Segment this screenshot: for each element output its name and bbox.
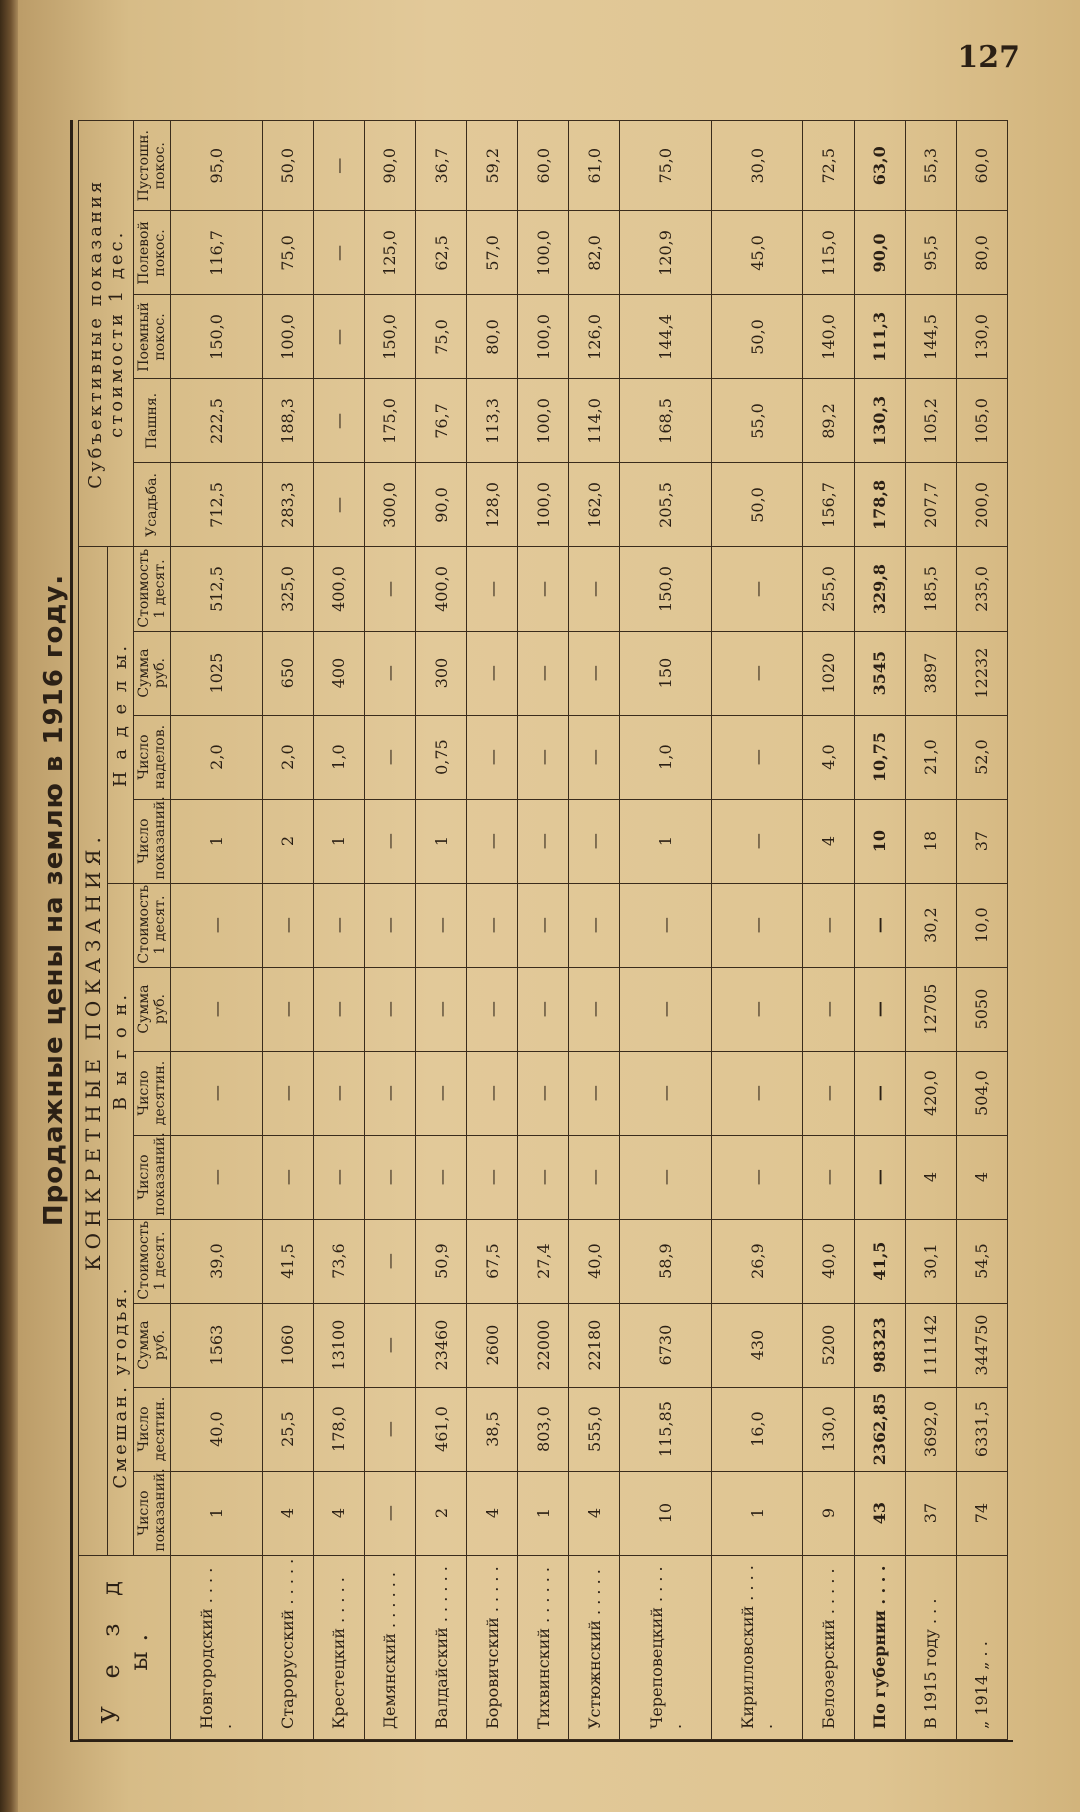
table-cell: — (364, 715, 415, 799)
table-cell: 22180 (569, 1303, 620, 1387)
table-cell: 59,2 (467, 121, 518, 211)
table-cell: — (711, 967, 803, 1051)
table-cell: — (620, 883, 712, 967)
table-cell: 75,0 (620, 121, 712, 211)
table-cell: 89,2 (803, 379, 854, 463)
table-cell: 54,5 (956, 1219, 1007, 1303)
table-cell: 125,0 (364, 211, 415, 295)
table-cell: — (518, 1051, 569, 1135)
page-title-vertical (34, 40, 74, 1760)
table-cell: 105,0 (956, 379, 1007, 463)
table-cell: 175,0 (364, 379, 415, 463)
table-cell: — (854, 967, 905, 1051)
table-cell: — (364, 1303, 415, 1387)
table-cell: — (803, 883, 854, 967)
table-cell: 803,0 (518, 1387, 569, 1471)
table-cell: 30,2 (905, 883, 956, 967)
table-cell: 100,0 (518, 211, 569, 295)
table-cell: 344750 (956, 1303, 1007, 1387)
table-cell: — (467, 799, 518, 883)
table-cell: — (518, 883, 569, 967)
table-cell: 26,9 (711, 1219, 803, 1303)
table-cell: 113,3 (467, 379, 518, 463)
table-row (956, 121, 1007, 1740)
table-cell: — (711, 1135, 803, 1219)
table-cell: — (620, 1051, 712, 1135)
table-cell: — (313, 1135, 364, 1219)
table-cell: 12705 (905, 967, 956, 1051)
table-cell: 58,9 (620, 1219, 712, 1303)
uezd-name: Валдайский . . . . . . (416, 1555, 467, 1739)
table-cell: 40,0 (803, 1219, 854, 1303)
table-cell: 76,7 (416, 379, 467, 463)
uezd-name: Устюжнский . . . . . (569, 1555, 620, 1739)
table-cell: 329,8 (854, 547, 905, 631)
table-cell: — (854, 1135, 905, 1219)
table-cell: 300 (416, 631, 467, 715)
table-cell: 37 (905, 1471, 956, 1555)
table-cell: — (313, 295, 364, 379)
table-cell: 400,0 (313, 547, 364, 631)
table-cell: 1,0 (620, 715, 712, 799)
table-cell: 43 (854, 1471, 905, 1555)
table-row (518, 121, 569, 1740)
col-area: Число десятин. (134, 1051, 171, 1135)
subgroup-pasture: В ы г о н. (108, 883, 134, 1219)
table-cell: — (262, 1135, 313, 1219)
table-cell: — (467, 1051, 518, 1135)
table-cell: — (313, 211, 364, 295)
col-usadba: Усадьба. (134, 463, 171, 547)
table-cell: 400,0 (416, 547, 467, 631)
table-cell: 73,6 (313, 1219, 364, 1303)
table-cell: 18 (905, 799, 956, 883)
table-cell: 4 (956, 1135, 1007, 1219)
table-cell: 111142 (905, 1303, 956, 1387)
table-cell: 178,0 (313, 1387, 364, 1471)
table-row (262, 121, 313, 1740)
table-cell: — (364, 1219, 415, 1303)
table-cell: — (569, 631, 620, 715)
table-cell: 1 (620, 799, 712, 883)
table-cell: 300,0 (364, 463, 415, 547)
col-count: Число показаний. (134, 799, 171, 883)
table-cell: 55,0 (711, 379, 803, 463)
table-cell: — (364, 799, 415, 883)
table-cell: 188,3 (262, 379, 313, 463)
uezd-name: По губернии . . . . (854, 1555, 905, 1739)
header-row-groups (79, 121, 108, 1740)
subjective-group-header: Субъективные показания стоимости 1 дес. (79, 121, 134, 547)
table-cell: 1 (711, 1471, 803, 1555)
table-cell: — (854, 1051, 905, 1135)
table-cell: 116,7 (171, 211, 263, 295)
table-cell: 50,9 (416, 1219, 467, 1303)
subgroup-mixed-lands: Смешан. угодья. (108, 1219, 134, 1555)
table-cell: 27,4 (518, 1219, 569, 1303)
table-cell: — (171, 883, 263, 967)
table-cell: — (467, 715, 518, 799)
table-cell: 10,75 (854, 715, 905, 799)
table-cell: 1563 (171, 1303, 263, 1387)
table-cell: 37 (956, 799, 1007, 883)
table-cell: — (364, 1135, 415, 1219)
table-cell: — (803, 1135, 854, 1219)
table-cell: 222,5 (171, 379, 263, 463)
table-row (416, 121, 467, 1740)
land-prices-table-rotated (78, 120, 1008, 1740)
table-cell: 144,5 (905, 295, 956, 379)
uezd-name: Череповецкий . . . . . (620, 1555, 712, 1739)
col-count: Число показаний. (134, 1135, 171, 1219)
table-cell: 90,0 (364, 121, 415, 211)
table-cell: 16,0 (711, 1387, 803, 1471)
table-cell: 100,0 (518, 463, 569, 547)
table-cell: 13100 (313, 1303, 364, 1387)
table-cell: 504,0 (956, 1051, 1007, 1135)
table-cell: 512,5 (171, 547, 263, 631)
uezd-name: Тихвинский . . . . . . (518, 1555, 569, 1739)
table-cell: — (467, 1135, 518, 1219)
table-cell: 12232 (956, 631, 1007, 715)
table-cell: 3692,0 (905, 1387, 956, 1471)
col-area: Число десятин. (134, 1387, 171, 1471)
table-cell: 114,0 (569, 379, 620, 463)
table-cell: 38,5 (467, 1387, 518, 1471)
table-cell: — (569, 547, 620, 631)
table-cell: — (416, 883, 467, 967)
uezd-name: Демянский . . . . . . (364, 1555, 415, 1739)
table-cell: — (364, 967, 415, 1051)
table-cell: 650 (262, 631, 313, 715)
table-cell: — (711, 631, 803, 715)
table-cell: — (711, 883, 803, 967)
col-sum: Сумма руб. (134, 967, 171, 1051)
table-cell: — (364, 1051, 415, 1135)
table-cell: — (313, 463, 364, 547)
concrete-group-header: КОНКРЕТНЫЕ ПОКАЗАНИЯ. (79, 547, 108, 1555)
table-cell: 3897 (905, 631, 956, 715)
table-cell: 2,0 (262, 715, 313, 799)
table-cell: 200,0 (956, 463, 1007, 547)
table-cell: 4 (569, 1471, 620, 1555)
table-cell: 2,0 (171, 715, 263, 799)
table-cell: 162,0 (569, 463, 620, 547)
table-cell: 115,0 (803, 211, 854, 295)
table-cell: 60,0 (518, 121, 569, 211)
table-cell: — (313, 121, 364, 211)
page-number: 127 (957, 40, 1020, 75)
table-cell: 23460 (416, 1303, 467, 1387)
col-sum: Сумма руб. (134, 1303, 171, 1387)
table-cell: — (803, 1051, 854, 1135)
table-cell: — (416, 967, 467, 1051)
uezd-name: Старорусский . . . . . (262, 1555, 313, 1739)
table-cell: 52,0 (956, 715, 1007, 799)
table-cell: — (620, 967, 712, 1051)
table-cell: 1 (313, 799, 364, 883)
table-cell: 98323 (854, 1303, 905, 1387)
table-cell: 100,0 (262, 295, 313, 379)
table-cell: — (569, 1051, 620, 1135)
table-cell: 4 (905, 1135, 956, 1219)
col-area-nad: Число наделов. (134, 715, 171, 799)
table-cell: 144,4 (620, 295, 712, 379)
col-count: Число показаний. (134, 1471, 171, 1555)
col-pustosh: Пустошн. покос. (134, 121, 171, 211)
table-cell: 74 (956, 1471, 1007, 1555)
table-cell: 30,1 (905, 1219, 956, 1303)
uezd-name: Белозерский . . . . . (803, 1555, 854, 1739)
col-sum: Сумма руб. (134, 631, 171, 715)
table-cell: 57,0 (467, 211, 518, 295)
uezd-name: Кирилловский . . . . . (711, 1555, 803, 1739)
table-row (467, 121, 518, 1740)
table-row (364, 121, 415, 1740)
table-cell: — (364, 1471, 415, 1555)
table-cell: 45,0 (711, 211, 803, 295)
table-cell: 1 (171, 799, 263, 883)
table-cell: — (313, 1051, 364, 1135)
table-cell: 712,5 (171, 463, 263, 547)
uezd-column-header: У е з д ы. (79, 1555, 171, 1739)
table-cell: 90,0 (416, 463, 467, 547)
table-cell: 39,0 (171, 1219, 263, 1303)
table-cell: 6730 (620, 1303, 712, 1387)
table-cell: 156,7 (803, 463, 854, 547)
table-cell: 30,0 (711, 121, 803, 211)
table-cell: 150,0 (171, 295, 263, 379)
table-cell: 555,0 (569, 1387, 620, 1471)
table-cell: 150,0 (620, 547, 712, 631)
uezd-name: Новгородский . . . . . (171, 1555, 263, 1739)
col-polevoy: Полевой покос. (134, 211, 171, 295)
land-prices-table-frame (70, 120, 1013, 1742)
table-cell: 55,3 (905, 121, 956, 211)
table-cell: 150,0 (364, 295, 415, 379)
col-pojma: Поемный покос. (134, 295, 171, 379)
table-cell: 2 (416, 1471, 467, 1555)
table-cell: 168,5 (620, 379, 712, 463)
table-cell: 10 (854, 799, 905, 883)
uezd-name: Боровичский . . . . . (467, 1555, 518, 1739)
table-cell: 111,3 (854, 295, 905, 379)
table-cell: 1,0 (313, 715, 364, 799)
table-cell: — (364, 547, 415, 631)
table-cell: 130,0 (956, 295, 1007, 379)
land-prices-table (78, 120, 1008, 1740)
table-cell: 90,0 (854, 211, 905, 295)
table-cell: 115,85 (620, 1387, 712, 1471)
table-cell: — (569, 799, 620, 883)
table-cell: 67,5 (467, 1219, 518, 1303)
uezd-name: В 1915 году . . . (905, 1555, 956, 1739)
table-cell: — (518, 967, 569, 1051)
table-cell: 4,0 (803, 715, 854, 799)
page-title: Продажные цены на землю в 1916 году. (39, 573, 69, 1227)
uezd-name: Крестецкий . . . . . (313, 1555, 364, 1739)
table-row (803, 121, 854, 1740)
table-cell: — (518, 631, 569, 715)
table-cell: — (569, 883, 620, 967)
table-cell: 2362,85 (854, 1387, 905, 1471)
table-cell: — (569, 715, 620, 799)
table-body (171, 121, 1008, 1740)
table-cell: — (518, 1135, 569, 1219)
table-cell: 95,5 (905, 211, 956, 295)
table-cell: 235,0 (956, 547, 1007, 631)
table-cell: 41,5 (854, 1219, 905, 1303)
table-row (854, 121, 905, 1740)
table-cell: 21,0 (905, 715, 956, 799)
table-cell: — (467, 967, 518, 1051)
table-cell: 1 (518, 1471, 569, 1555)
table-cell: 41,5 (262, 1219, 313, 1303)
table-cell: 1020 (803, 631, 854, 715)
table-row (620, 121, 712, 1740)
table-row (569, 121, 620, 1740)
table-cell: — (262, 883, 313, 967)
table-cell: — (467, 547, 518, 631)
table-cell: — (313, 967, 364, 1051)
table-row (313, 121, 364, 1740)
col-price: Стоимость 1 десят. (134, 547, 171, 631)
table-cell: 100,0 (518, 295, 569, 379)
table-cell: — (171, 1135, 263, 1219)
table-cell: 4 (467, 1471, 518, 1555)
table-cell: — (171, 967, 263, 1051)
col-pashnya: Пашня. (134, 379, 171, 463)
table-cell: 9 (803, 1471, 854, 1555)
table-cell: 126,0 (569, 295, 620, 379)
table-cell: — (569, 967, 620, 1051)
table-cell: 40,0 (569, 1219, 620, 1303)
table-cell: — (416, 1051, 467, 1135)
table-cell: 61,0 (569, 121, 620, 211)
uezd-name: „ 1914 „ . . (956, 1555, 1007, 1739)
table-cell: 128,0 (467, 463, 518, 547)
table-cell: — (262, 967, 313, 1051)
table-cell: 150 (620, 631, 712, 715)
table-cell: 25,5 (262, 1387, 313, 1471)
table-cell: — (711, 799, 803, 883)
table-cell: — (854, 883, 905, 967)
table-cell: 1 (416, 799, 467, 883)
table-cell: 178,8 (854, 463, 905, 547)
table-cell: — (518, 799, 569, 883)
table-cell: — (803, 967, 854, 1051)
col-price: Стоимость 1 десят. (134, 883, 171, 967)
table-cell: 100,0 (518, 379, 569, 463)
subgroup-allotments: Н а д е л ы. (108, 547, 134, 883)
table-cell: — (569, 1135, 620, 1219)
table-cell: — (364, 631, 415, 715)
table-cell: 1060 (262, 1303, 313, 1387)
table-cell: 50,0 (262, 121, 313, 211)
table-cell: 1025 (171, 631, 263, 715)
table-cell: — (467, 631, 518, 715)
table-cell: — (313, 379, 364, 463)
table-cell: 5050 (956, 967, 1007, 1051)
table-cell: 5200 (803, 1303, 854, 1387)
table-cell: 420,0 (905, 1051, 956, 1135)
table-cell: 4 (803, 799, 854, 883)
table-row (711, 121, 803, 1740)
table-cell: — (364, 883, 415, 967)
table-cell: — (171, 1051, 263, 1135)
table-cell: — (518, 547, 569, 631)
table-cell: 50,0 (711, 463, 803, 547)
table-cell: 430 (711, 1303, 803, 1387)
table-cell: 130,3 (854, 379, 905, 463)
table-cell: 2 (262, 799, 313, 883)
table-cell: 283,3 (262, 463, 313, 547)
table-cell: 10,0 (956, 883, 1007, 967)
table-cell: — (711, 547, 803, 631)
table-cell: 120,9 (620, 211, 712, 295)
table-cell: 72,5 (803, 121, 854, 211)
table-cell: — (262, 1051, 313, 1135)
table-cell: 0,75 (416, 715, 467, 799)
table-cell: 325,0 (262, 547, 313, 631)
table-cell: 205,5 (620, 463, 712, 547)
table-cell: 95,0 (171, 121, 263, 211)
table-row (905, 121, 956, 1740)
table-cell: 36,7 (416, 121, 467, 211)
table-cell: — (364, 1387, 415, 1471)
table-cell: — (313, 883, 364, 967)
table-cell: 40,0 (171, 1387, 263, 1471)
table-cell: 75,0 (262, 211, 313, 295)
table-cell: 2600 (467, 1303, 518, 1387)
table-cell: 4 (313, 1471, 364, 1555)
table-cell: 75,0 (416, 295, 467, 379)
table-cell: 140,0 (803, 295, 854, 379)
table-cell: 255,0 (803, 547, 854, 631)
table-cell: 6331,5 (956, 1387, 1007, 1471)
table-cell: 82,0 (569, 211, 620, 295)
table-cell: 22000 (518, 1303, 569, 1387)
table-cell: 1 (171, 1471, 263, 1555)
table-cell: 130,0 (803, 1387, 854, 1471)
table-cell: — (467, 883, 518, 967)
table-row (171, 121, 263, 1740)
book-spine (0, 0, 18, 1812)
table-cell: 400 (313, 631, 364, 715)
table-cell: 60,0 (956, 121, 1007, 211)
table-cell: — (416, 1135, 467, 1219)
table-cell: 10 (620, 1471, 712, 1555)
table-cell: — (620, 1135, 712, 1219)
table-cell: 207,7 (905, 463, 956, 547)
table-cell: 80,0 (956, 211, 1007, 295)
header-row-columns (134, 121, 171, 1740)
table-cell: — (711, 1051, 803, 1135)
table-cell: 62,5 (416, 211, 467, 295)
table-cell: 50,0 (711, 295, 803, 379)
table-cell: 105,2 (905, 379, 956, 463)
table-cell: — (711, 715, 803, 799)
table-cell: — (518, 715, 569, 799)
table-cell: 63,0 (854, 121, 905, 211)
table-cell: 3545 (854, 631, 905, 715)
col-price: Стоимость 1 десят. (134, 1219, 171, 1303)
table-cell: 185,5 (905, 547, 956, 631)
table-cell: 461,0 (416, 1387, 467, 1471)
table-cell: 80,0 (467, 295, 518, 379)
table-cell: 4 (262, 1471, 313, 1555)
